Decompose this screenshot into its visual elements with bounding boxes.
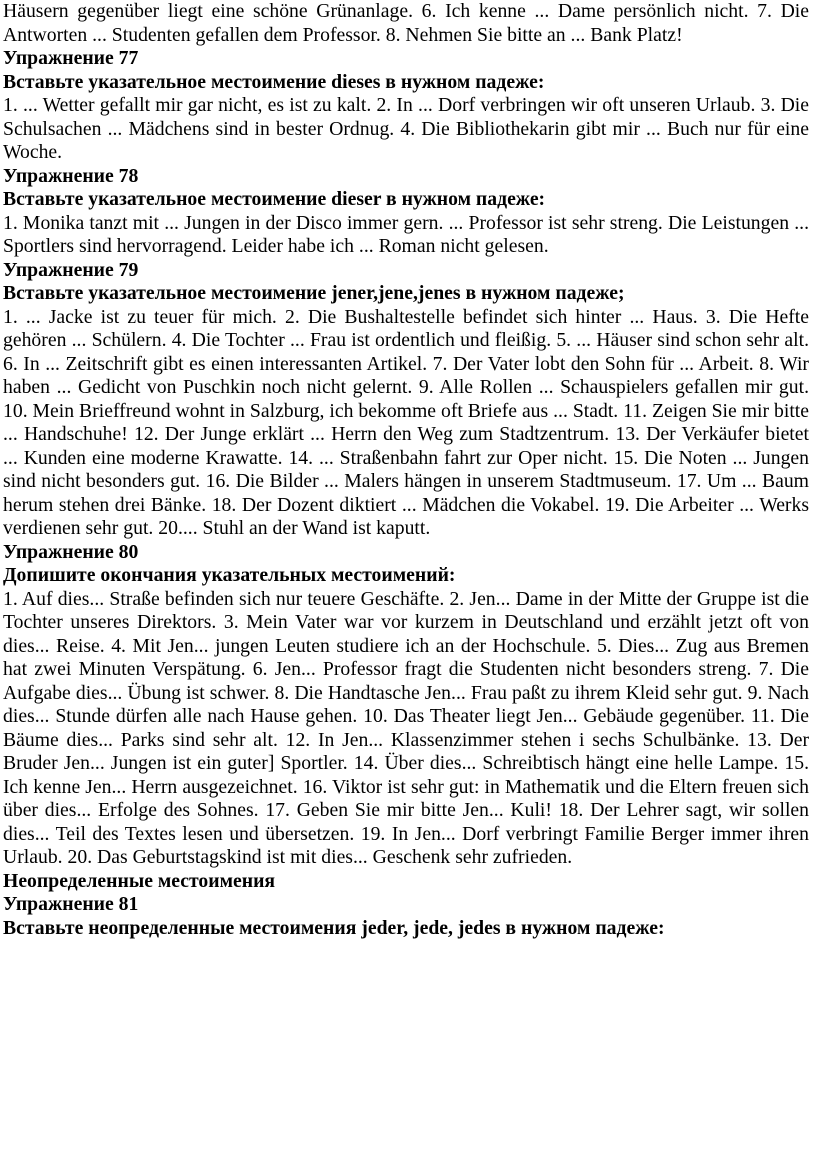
exercise-80-text: 1. Auf dies... Straße befinden sich nur teuere Geschäfte. 2. Jen... Dame in der Mitte der Gruppe ist die Tochter unseres Direktors. 3. Mein Vater war vor kurzem in Deutschland und erzählt jetzt oft von dies... Reise. 4. Mit Jen... jungen Leuten studiere ich an der Hochschule. 5. Dies... Zug aus Bremen hat zwei Minuten Verspätung. 6. Jen... Professor fragt die Studenten nicht besonders streng. 7. Die Aufgabe dies... Übung ist schwer. 8. Die Handtasche Jen... Frau paßt zu ihrem Kleid sehr gut. 9. Nach dies... Stunde dürfen alle nach Hause gehen. 10. Das Theater liegt Jen... Gebäude gegenüber. 11. Die Bäume dies... Parks sind sehr alt. 12. In Jen... Klassenzimmer stehen i sechs Schulbänke. 13. Der Bruder Jen... Jungen ist ein guter] Sportler. 14. Über dies... Schreibtisch hängt eine helle Lampe. 15. Ich kenne Jen... Herrn ausgezeichnet. 16. Viktor ist sehr gut: in Mathematik und die Eltern freuen sich über dies... Erfolge des Sohnes. 17. Geben Sie mir bitte Jen... Kuli! 18. Der Lehrer sagt, wir sollen dies... Teil des Textes lesen und übersetzen. 19. In Jen... Dorf verbringt Familie Berger immer ihren Urlaub. 20. Das Geburtstagskind ist mit dies... Geschenk sehr zufrieden. bbox=[3, 587, 809, 868]
exercise-79-text: 1. ... Jacke ist zu teuer für mich. 2. Die Bushaltestelle befindet sich hinter ... Haus. 3. Die Hefte gehören ... Schülern. 4. Die Tochter ... Frau ist ordentlich und fleißig. 5. ... Häuser sind schon sehr alt. 6. In ... Zeitschrift gibt es einen interessanten Artikel. 7. Der Vater lobt den Sohn für ... Arbeit. 8. Wir haben ... Gedicht von Puschkin noch nicht gelernt. 9. Alle Rollen ... Schauspielers gefallen mir gut. 10. Mein Brieffreund wohnt in Salzburg, ich bekomme oft Briefe aus ... Stadt. 11. Zeigen Sie mir bitte ... Handschuhe! 12. Der Junge erklärt ... Herrn den Weg zum Stadtzentrum. 13. Der Verkäufer bietet ... Kunden eine moderne Krawatte. 14. ... Straßenbahn fahrt zur Oper nicht. 15. Die Noten ... Jungen sind nicht besonders gut. 16. Die Bilder ... Malers hängen in unserem Stadtmuseum. 17. Um ... Baum herum stehen drei Bänke. 18. Der Dozent diktiert ... Mädchen die Vokabel. 19. Die Arbeiter ... Werks verdienen sehr gut. 20.... Stuhl an der Wand ist kaputt. bbox=[3, 305, 809, 539]
exercise-77-instruction: Вставьте указательное местоимение dieses в нужном падеже: bbox=[3, 70, 545, 93]
exercise-79-heading: Упражнение 79 bbox=[3, 258, 139, 281]
exercise-77-heading: Упражнение 77 bbox=[3, 47, 139, 69]
exercise-78-heading: Упражнение 78 bbox=[3, 164, 139, 187]
exercise-81-heading: Упражнение 81 bbox=[3, 893, 139, 915]
exercise-80-instruction: Допишите окончания указательных местоимений: bbox=[3, 564, 456, 586]
exercise-81-instruction: Вставьте неопределенные местоимения jeder, jede, jedes в нужном падеже: bbox=[3, 916, 665, 939]
paragraph-continuation: Häusern gegenüber liegt eine schöne Grünanlage. 6. Ich kenne ... Dame persönlich nicht. 7. Die Antworten ... Studenten gefallen dem Professor. 8. Nehmen Sie bitte an ... Bank Platz! bbox=[3, 0, 809, 46]
section-heading: Неопределенные местоимения bbox=[3, 869, 276, 892]
exercise-80-heading: Упражнение 80 bbox=[3, 540, 139, 563]
exercise-78-instruction: Вставьте указательное местоимение dieser в нужном падеже: bbox=[3, 188, 546, 210]
exercise-79-instruction: Вставьте указательное местоимение jener,jene,jenes в нужном падеже; bbox=[3, 282, 625, 304]
exercise-77-text: 1. ... Wetter gefallt mir gar nicht, es ist zu kalt. 2. In ... Dorf verbringen wir oft unseren Urlaub. 3. Die Schulsachen ... Mädchens sind in bester Ordnug. 4. Die Bibliothekarin gibt mir ... Buch nur für eine Woche. bbox=[3, 94, 809, 163]
exercise-78-text: 1. Monika tanzt mit ... Jungen in der Disco immer gern. ... Professor ist sehr streng. Die Leistungen ... Sportlers sind hervorragend. Leider habe ich ... Roman nicht gelesen. bbox=[3, 211, 809, 257]
